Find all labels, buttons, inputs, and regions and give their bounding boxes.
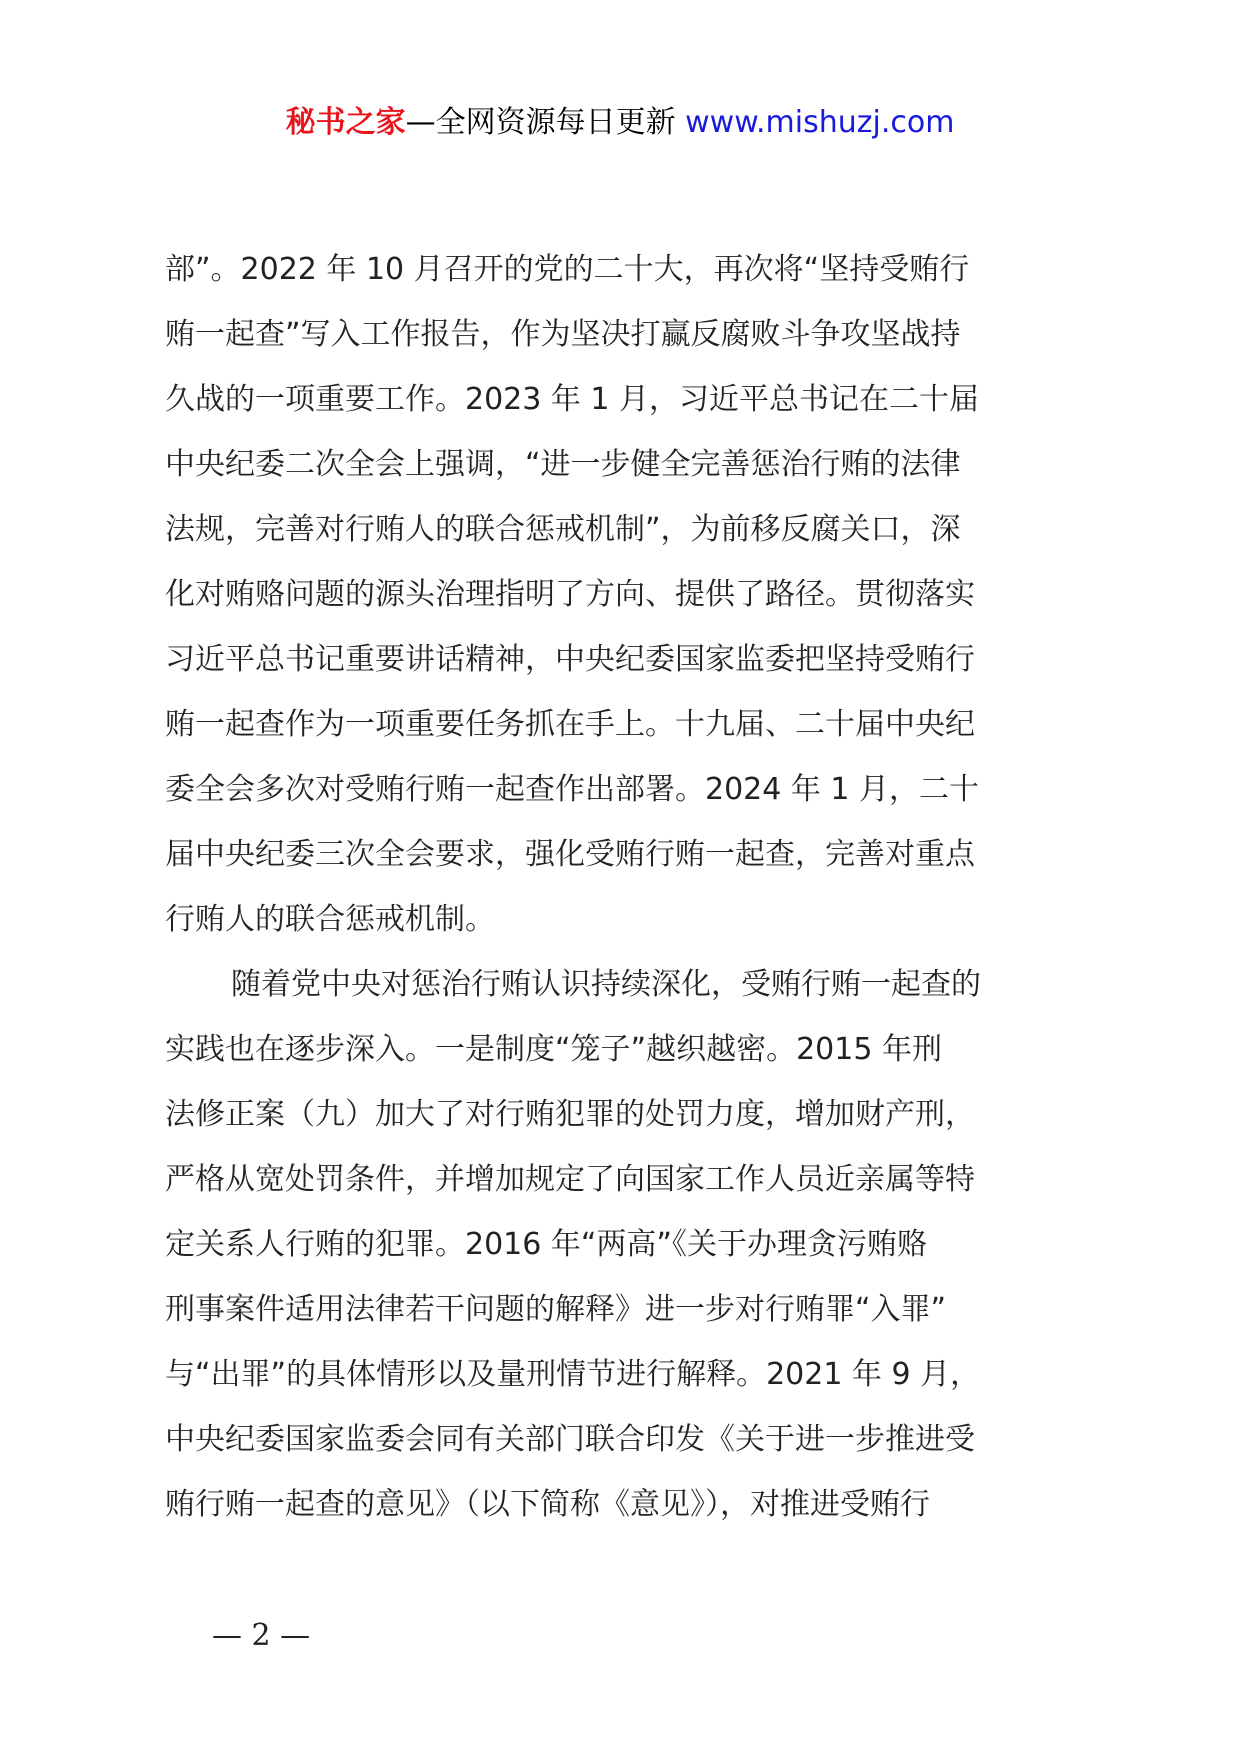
site-url-link[interactable]: www.mishuzj.com xyxy=(685,105,955,140)
body-line: 中央纪委国家监委会同有关部门联合印发《关于进一步推进受 xyxy=(165,1422,975,1457)
body-line: 习近平总书记重要讲话精神，中央纪委国家监委把坚持受贿行 xyxy=(165,642,975,677)
body-line: 定关系人行贿的犯罪。2016 年“两高”《关于办理贪污贿赂 xyxy=(165,1227,927,1262)
body-line: 化对贿赂问题的源头治理指明了方向、提供了路径。贯彻落实 xyxy=(165,577,975,612)
header-tagline: —全网资源每日更新 xyxy=(405,105,676,140)
site-header xyxy=(0,100,1240,146)
body-line: 与“出罪”的具体情形以及量刑情节进行解释。2021 年 9 月， xyxy=(165,1357,981,1392)
body-line: 贿一起查作为一项重要任务抓在手上。十九届、二十届中央纪 xyxy=(165,707,975,742)
body-line: 委全会多次对受贿行贿一起查作出部署。2024 年 1 月，二十 xyxy=(165,772,980,807)
body-line: 贿行贿一起查的意见》（以下简称《意见》），对推进受贿行 xyxy=(165,1487,930,1522)
body-line: 法修正案（九）加大了对行贿犯罪的处罚力度，增加财产刑， xyxy=(165,1097,975,1132)
body-line: 部”。2022 年 10 月召开的党的二十大，再次将“坚持受贿行 xyxy=(165,252,970,287)
body-line: 贿一起查”写入工作报告，作为坚决打赢反腐败斗争攻坚战持 xyxy=(165,317,961,352)
body-line: 久战的一项重要工作。2023 年 1 月，习近平总书记在二十届 xyxy=(165,382,980,417)
body-line: 实践也在逐步深入。一是制度“笼子”越织越密。2015 年刑 xyxy=(165,1032,942,1067)
body-line: 中央纪委二次全会上强调，“进一步健全完善惩治行贿的法律 xyxy=(165,447,961,482)
body-line: 行贿人的联合惩戒机制。 xyxy=(165,902,495,937)
page-number: — 2 — xyxy=(212,1618,311,1653)
body-line: 刑事案件适用法律若干问题的解释》进一步对行贿罪“入罪” xyxy=(165,1292,947,1327)
body-line: 届中央纪委三次全会要求，强化受贿行贿一起查，完善对重点 xyxy=(165,837,975,872)
document-body xyxy=(165,237,1090,1537)
body-line: 法规，完善对行贿人的联合惩戒机制”，为前移反腐关口，深 xyxy=(165,512,961,547)
brand-name: 秘书之家 xyxy=(285,105,406,140)
paragraph-first-line: 随着党中央对惩治行贿认识持续深化，受贿行贿一起查的 xyxy=(231,967,981,1002)
body-line: 严格从宽处罚条件，并增加规定了向国家工作人员近亲属等特 xyxy=(165,1162,975,1197)
